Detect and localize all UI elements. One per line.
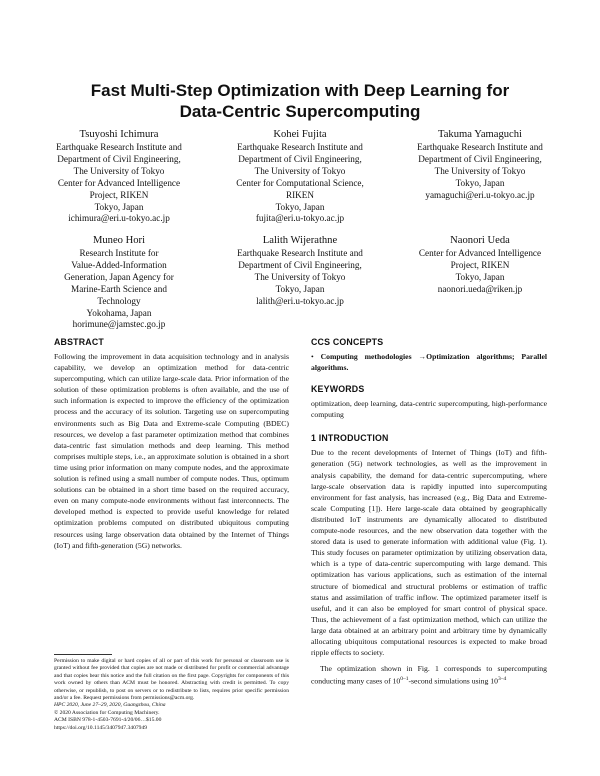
affiliation-line: Value-Added-Information	[71, 259, 167, 270]
affiliation-line: Center for Advanced Intelligence	[57, 177, 181, 188]
author-ueda	[392, 234, 568, 296]
author-email[interactable]: fujita@eri.u-tokyo.ac.jp	[255, 213, 345, 224]
author-fujita	[212, 128, 388, 225]
title-line-1: Fast Multi-Step Optimization with Deep Learning for	[90, 81, 510, 100]
intro-p2-start: The optimization shown in Fig. 1 corresponds to supercomputing conducting many cases of 10	[311, 664, 547, 686]
ccs-separator: ;	[511, 352, 515, 361]
affiliation-line: Tokyo, Japan	[455, 177, 505, 188]
affiliation-line: Tokyo, Japan	[94, 201, 144, 212]
author-name: Takuma Yamaguchi	[438, 129, 522, 140]
ccs-end: .	[346, 363, 349, 373]
author-yamaguchi	[392, 128, 568, 202]
author-wijerathne	[212, 234, 388, 308]
ccs-term-1: Computing methodologies	[320, 352, 412, 361]
copyright-line: © 2020 Association for Computing Machinery.	[54, 709, 160, 716]
affiliation-line: Marine-Earth Science and	[71, 283, 167, 294]
arrow-icon: →	[418, 352, 427, 361]
affiliation-line: RIKEN	[285, 189, 315, 200]
intro-paragraph-1: Due to the recent developments of Internet of Things (IoT) and fifth-generation (5G) network technologies, as well as the improvement in analysis capability, the demand for data-centric supercomputing, where large-scale observation data is rapidly inputted into supercomputing environment for fast analysis, has increased (e.g., Big Data and Extreme-scale Computing [1]). Here large-scale data obtained by geographically distributed IoT instruments are dynamically allocated to distributed compute-node resources, and the new observation data together with the stored data is used to generate information with additional value (Fig. 1). This study focuses on parameter optimization by utilizing observation data, which is a type of data-centric supercomputing with large demand. This optimization has various applications, such as estimation of the internal structure of biomedical and structural problems or estimation of traffic status and assimilation of traffic inflow. The optimized parameter itself is useful, and it can also be employed for smart control of physical space. Thus, the achievement of a fast optimization method, which can utilize the large data obtained at an arbitrary point and arbitrary time by dynamically allocating ubiquitous computational resources is expected to make broad ripple effects to society.	[311, 448, 547, 658]
doi-link[interactable]: https://doi.org/10.1145/3407947.3407949	[54, 724, 148, 731]
author-name: Muneo Hori	[92, 235, 146, 246]
affiliation-line: Center for Advanced Intelligence	[418, 248, 542, 258]
keywords-text: optimization, deep learning, data-centric supercomputing, high-performance computing	[311, 399, 547, 420]
abstract-text: Following the improvement in data acquisition technology and in analysis capability, we develop an optimization method for data-centric supercomputing, which can utilize large-scale data. Prior information of the solution of these optimization problems is often available, and the use of such information is expected to improve the efficiency of the optimization process and the accuracy of its solution. Targeting use on supercomputing environments such as Big Data and Extreme-scale Computing (BDEC) resources, we develop a fast parameter optimization method that combines data-centric fast simulation methods and deep learning. This method comprises multiple steps, i.e., an approximate solution is obtained in a short time using prior information on many compute nodes, and the approximate solution is refined using a small number of compute nodes. Thus, optimum solutions can be obtained in a short time based on the required accuracy, even on many compute-node environments without fast interconnects. The developed method is expected to provide useful knowledge for related optimization problems computed on distributed ubiquitous computing resources using large observation data obtained by the Internet of Things (IoT) and fifth-generation (5G) networks.	[54, 352, 289, 550]
author-hori	[31, 234, 207, 331]
author-email[interactable]: ichimura@eri.u-tokyo.ac.jp	[68, 213, 170, 224]
affiliation-line: The University of Tokyo	[434, 165, 526, 176]
affiliation-line: Tokyo, Japan	[275, 201, 325, 212]
affiliation-line: Department of Civil Engineering,	[238, 153, 362, 164]
superscript: 3–4	[497, 676, 507, 683]
intro-paragraph-2	[311, 663, 547, 687]
abstract-heading: ABSTRACT	[54, 337, 104, 347]
affiliation-line: The University of Tokyo	[73, 165, 165, 176]
affiliation-line: Technology	[97, 295, 141, 306]
affiliation-line: Tokyo, Japan	[275, 283, 325, 294]
affiliation-line: Generation, Japan Agency for	[64, 271, 174, 282]
affiliation-line: Department of Civil Engineering,	[57, 153, 181, 164]
title-line-2: Data-Centric Supercomputing	[179, 102, 421, 121]
author-email[interactable]: horimune@jamstec.go.jp	[72, 319, 166, 330]
affiliation-line: Center for Computational Science,	[236, 177, 364, 188]
footnote-rule	[54, 654, 112, 655]
affiliation-line: Earthquake Research Institute and	[56, 142, 182, 152]
isbn-line: ACM ISBN 978-1-4503-7691-4/20/06…$15.00	[54, 717, 162, 724]
superscript: 0–1	[400, 676, 409, 683]
affiliation-line: Yokohama, Japan	[86, 307, 152, 318]
ccs-term-3: Parallel algorithms	[311, 352, 548, 373]
affiliation-line: Earthquake Research Institute and	[417, 142, 543, 152]
author-ichimura	[31, 128, 207, 225]
affiliation-line: Tokyo, Japan	[455, 271, 505, 282]
conference-line: HPC 2020, June 27–29, 2020, Guangzhou, China	[54, 702, 166, 709]
right-column	[311, 336, 547, 687]
permission-footnote	[54, 658, 289, 732]
affiliation-line: Earthquake Research Institute and	[237, 248, 363, 258]
author-name: Naonori Ueda	[450, 235, 510, 246]
affiliation-line: Project, RIKEN	[450, 259, 510, 270]
author-name: Tsuyoshi Ichimura	[79, 129, 159, 140]
author-email[interactable]: yamaguchi@eri.u-tokyo.ac.jp	[425, 189, 535, 200]
ccs-bullet: •	[311, 352, 314, 361]
left-column	[54, 336, 289, 551]
introduction-heading: 1 INTRODUCTION	[311, 433, 389, 444]
affiliation-line: Earthquake Research Institute and	[237, 142, 363, 152]
author-name: Lalith Wijerathne	[262, 235, 338, 246]
paper-title	[40, 80, 560, 122]
affiliation-line: Research Institute for	[79, 248, 159, 258]
affiliation-line: The University of Tokyo	[254, 271, 346, 282]
affiliation-line: The University of Tokyo	[254, 165, 346, 176]
permission-text: Permission to make digital or hard copies of all or part of this work for personal or classroom use is granted without fee provided that copies are not made or distributed for profit or commercial advantage and that copies bear this notice and the full citation on the first page. Copyrights for components of this work owned by others than ACM must be honored. Abstracting with credit is permitted. To copy otherwise, or republish, to post on servers or to redistribute to lists, requires prior specific permission and/or a fee. Request permissions from permissions@acm.org.	[54, 658, 289, 702]
author-name: Kohei Fujita	[273, 129, 327, 140]
author-email[interactable]: lalith@eri.u-tokyo.ac.jp	[256, 295, 344, 306]
affiliation-line: Project, RIKEN	[89, 189, 149, 200]
author-email[interactable]: naonori.ueda@riken.jp	[437, 283, 523, 294]
affiliation-line: Department of Civil Engineering,	[418, 153, 542, 164]
ccs-heading: CCS CONCEPTS	[311, 337, 384, 347]
affiliation-line: Department of Civil Engineering,	[238, 259, 362, 270]
ccs-concepts	[311, 351, 547, 373]
ccs-term-2: Optimization algorithms	[426, 352, 512, 361]
intro-p2-mid: -second simulations using 10	[408, 676, 498, 686]
keywords-heading: KEYWORDS	[311, 384, 365, 395]
